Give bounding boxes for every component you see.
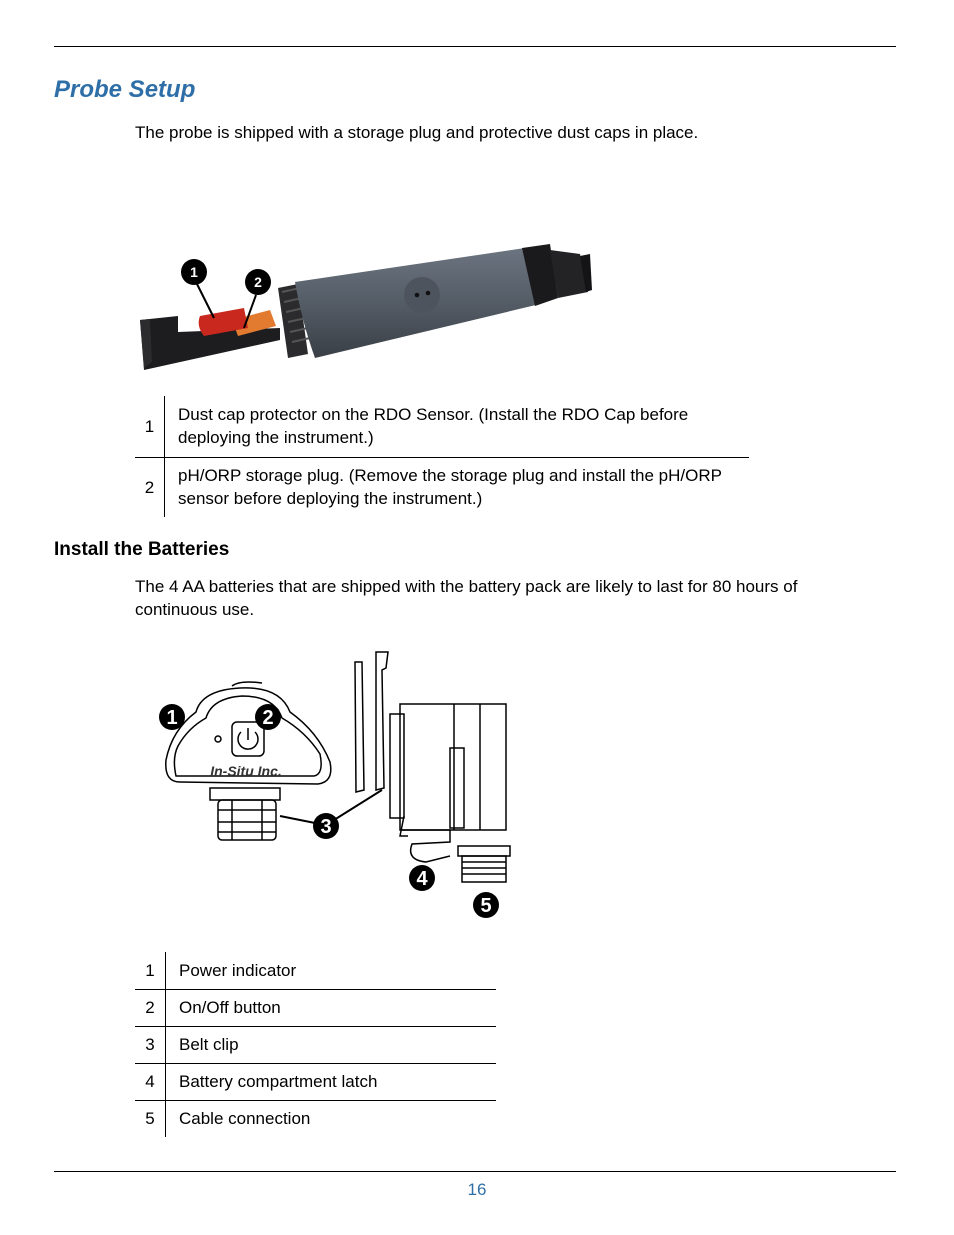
section-title: Probe Setup [54, 76, 196, 103]
probe-illustration [130, 240, 600, 380]
header-rule [54, 46, 896, 47]
table-row [135, 457, 749, 517]
row-number: 2 [135, 457, 165, 517]
table-row [135, 989, 496, 1026]
battery-callout-2: 2 [262, 707, 274, 729]
row-number: 3 [135, 1026, 166, 1063]
probe-callout-1: 1 [190, 264, 198, 280]
latch-shape [402, 830, 450, 862]
battery-parts-table [135, 952, 496, 1137]
row-number: 4 [135, 1063, 166, 1100]
subsection-title: Install the Batteries [54, 539, 230, 560]
battery-callout-3: 3 [320, 816, 332, 838]
footer-rule [54, 1171, 896, 1172]
battery-callout-5: 5 [480, 895, 492, 917]
cable-connector-shape [458, 846, 510, 856]
row-description: pH/ORP storage plug. (Remove the storage plug and install the pH/ORP sensor before deploying the instrument.) [178, 466, 722, 509]
battery-body-side [400, 704, 506, 830]
brand-logo: In-Situ Inc. [210, 763, 282, 779]
probe-parts-table [135, 396, 749, 517]
battery-callout-1: 1 [166, 707, 178, 729]
battery-pack-illustration [150, 650, 530, 925]
row-description: Cable connection [179, 1109, 311, 1129]
row-number: 5 [135, 1100, 166, 1137]
power-indicator-shape [215, 736, 221, 742]
table-row [135, 952, 496, 989]
row-number: 1 [135, 952, 166, 989]
table-row [135, 1026, 496, 1063]
row-description: Dust cap protector on the RDO Sensor. (Install the RDO Cap before deploying the instrument.) [165, 396, 750, 457]
probe-intro: The probe is shipped with a storage plug and protective dust caps in place. [135, 123, 699, 142]
probe-callout-2: 2 [254, 274, 262, 290]
row-number: 2 [135, 989, 166, 1026]
belt-clip-shape [355, 662, 364, 792]
batteries-intro: The 4 AA batteries that are shipped with the battery pack are likely to last for 80 hours of continuous use. [135, 577, 798, 619]
row-description: Belt clip [166, 1026, 497, 1063]
table-row [135, 1100, 496, 1137]
page-number: 16 [467, 1180, 487, 1199]
row-number: 1 [135, 396, 165, 457]
row-description: Power indicator [166, 952, 497, 989]
table-row [135, 396, 749, 457]
row-description: On/Off button [166, 989, 497, 1026]
row-description: Battery compartment latch [166, 1063, 497, 1100]
battery-callout-4: 4 [416, 868, 428, 890]
table-row [135, 1063, 496, 1100]
